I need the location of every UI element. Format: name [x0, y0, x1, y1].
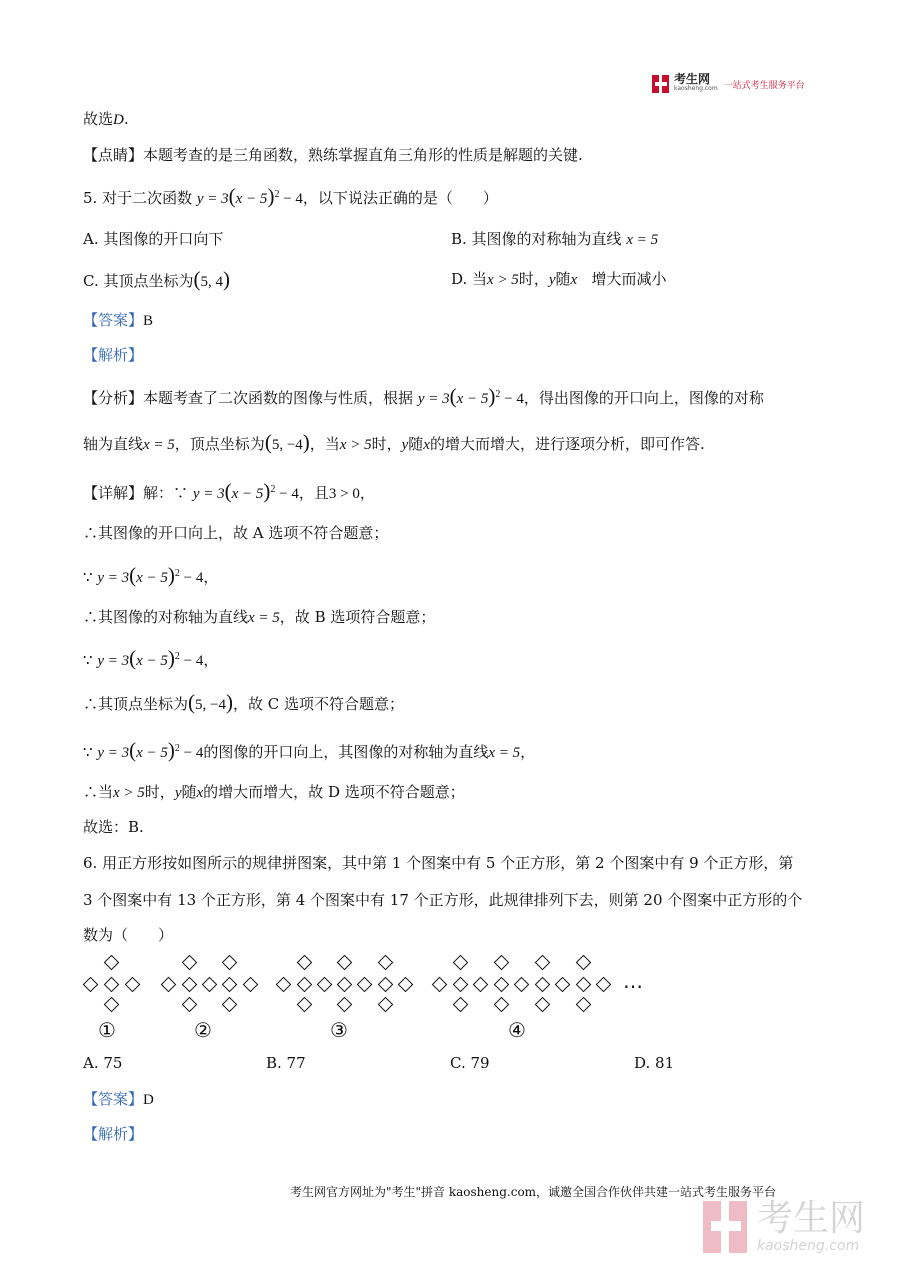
q4-dianjing: 【点睛】本题考查的是三角函数，熟练掌握直角三角形的性质是解题的关键.: [83, 146, 583, 164]
square-4: [555, 977, 571, 993]
square-4: [473, 977, 489, 993]
q6-answer: 【答案】D: [83, 1090, 154, 1108]
watermark: [703, 1200, 865, 1254]
square-4: [535, 997, 551, 1013]
q5-option-c: C. 其顶点坐标为(5, 4): [83, 267, 230, 291]
square-3: [297, 955, 313, 971]
square-4: [535, 977, 551, 993]
square-2: [243, 977, 259, 993]
square-2: [222, 955, 238, 971]
q6-analysis-tag: 【解析】: [83, 1125, 144, 1143]
square-4: [494, 977, 510, 993]
square-3: [297, 977, 313, 993]
square-2: [161, 977, 177, 993]
logo-slogan: 一站式考生服务平台: [723, 80, 805, 91]
q5-xiangjie: 【详解】解：∵ $y = 3(x - 5)^2 - 4$，且3 > 0，: [83, 479, 375, 503]
q5-option-d: D. 当x > 5时，y随x 增大而减小: [451, 270, 667, 288]
q5-option-a: A. 其图像的开口向下: [83, 230, 224, 248]
pattern-label-3: ③: [330, 1018, 348, 1042]
q5-conclusion: 故选：B.: [83, 818, 144, 836]
q5-step4: ∵ $y = 3(x - 5)^2 - 4$，: [83, 646, 219, 670]
square-1: [104, 997, 120, 1013]
q5-option-b: B. 其图像的对称轴为直线 x = 5: [451, 230, 659, 248]
q5-analysis-tag: 【解析】: [83, 346, 144, 364]
q6-option-c: C. 79: [450, 1054, 490, 1072]
pattern-label-2: ②: [194, 1018, 212, 1042]
pattern-label-4: ④: [508, 1018, 526, 1042]
q4-chosen: 故选D.: [83, 110, 129, 128]
square-2: [182, 977, 198, 993]
q5-step6: ∵ $y = 3(x - 5)^2 - 4$的图像的开口向上，其图像的对称轴为直线x = 5，: [83, 738, 536, 762]
watermark-name: 考生网: [757, 1198, 866, 1239]
q5-step1: ∴其图像的开口向上，故 A 选项不符合题意；: [83, 524, 389, 542]
square-4: [494, 955, 510, 971]
watermark-logo-icon: [703, 1201, 749, 1253]
footer-text: 考生网官方网址为"考生"拼音 kaosheng.com，诚邀全国合作伙伴共建一站式考生服务平台: [290, 1185, 777, 1199]
q6-stem-3: 数为（ ）: [83, 926, 174, 944]
q6-option-a: A. 75: [83, 1054, 123, 1072]
square-1: [104, 977, 120, 993]
header-logo[interactable]: [652, 74, 805, 94]
q5-step2: ∵ $y = 3(x - 5)^2 - 4$，: [83, 563, 219, 587]
q6-stem-2: 3 个图案中有 13 个正方形，第 4 个图案中有 17 个正方形，此规律排列下去，则第 20 个图案中正方形的个: [83, 891, 803, 909]
square-3: [378, 997, 394, 1013]
watermark-domain: kaosheng.com: [757, 1238, 860, 1254]
q5-step5: ∴其顶点坐标为(5, −4)，故 C 选项不符合题意；: [83, 690, 404, 714]
pattern-label-1: ①: [98, 1018, 116, 1042]
square-3: [398, 977, 414, 993]
square-4: [494, 997, 510, 1013]
square-4: [514, 977, 530, 993]
q5-step3: ∴其图像的对称轴为直线x = 5，故 B 选项符合题意；: [83, 608, 436, 626]
q5-step7: ∴当x > 5时，y随x的增大而增大，故 D 选项不符合题意；: [83, 783, 465, 801]
logo-domain: kaosheng.com: [674, 85, 718, 92]
square-2: [222, 997, 238, 1013]
square-1: [83, 977, 99, 993]
square-3: [378, 977, 394, 993]
square-3: [276, 977, 292, 993]
square-4: [576, 977, 592, 993]
square-4: [576, 955, 592, 971]
square-2: [182, 955, 198, 971]
pattern-ellipsis: …: [623, 969, 643, 993]
square-4: [576, 997, 592, 1013]
square-3: [357, 977, 373, 993]
square-1: [125, 977, 141, 993]
q6-option-b: B. 77: [266, 1054, 306, 1072]
square-2: [182, 997, 198, 1013]
square-4: [432, 977, 448, 993]
square-2: [222, 977, 238, 993]
square-4: [596, 977, 612, 993]
square-3: [337, 955, 353, 971]
q6-stem-1: 6. 用正方形按如图所示的规律拼图案，其中第 1 个图案中有 5 个正方形，第 2 个图案中有 9 个正方形，第: [83, 854, 794, 872]
square-4: [453, 955, 469, 971]
square-3: [317, 977, 333, 993]
q6-option-d: D. 81: [634, 1054, 675, 1072]
square-4: [453, 977, 469, 993]
q5-fenxi-line1: 【分析】本题考查了二次函数的图像与性质，根据 $y = 3(x - 5)^2 - 4$，得出图像的开口向上，图像的对称: [83, 384, 764, 408]
logo-name: 考生网: [674, 72, 711, 86]
logo-mark-icon: [652, 75, 670, 93]
square-4: [453, 997, 469, 1013]
square-3: [378, 955, 394, 971]
q5-answer: 【答案】B: [83, 311, 154, 329]
square-3: [297, 997, 313, 1013]
square-3: [337, 977, 353, 993]
square-1: [104, 955, 120, 971]
q5-stem: 5. 对于二次函数 $y = 3(x - 5)^2 - 4$，以下说法正确的是（ ）: [83, 184, 498, 208]
square-3: [337, 997, 353, 1013]
square-4: [535, 955, 551, 971]
square-2: [202, 977, 218, 993]
q5-fenxi-line2: 轴为直线x = 5，顶点坐标为(5, −4)，当x > 5时，y随x的增大而增大，进行逐项分析，即可作答.: [83, 430, 705, 454]
